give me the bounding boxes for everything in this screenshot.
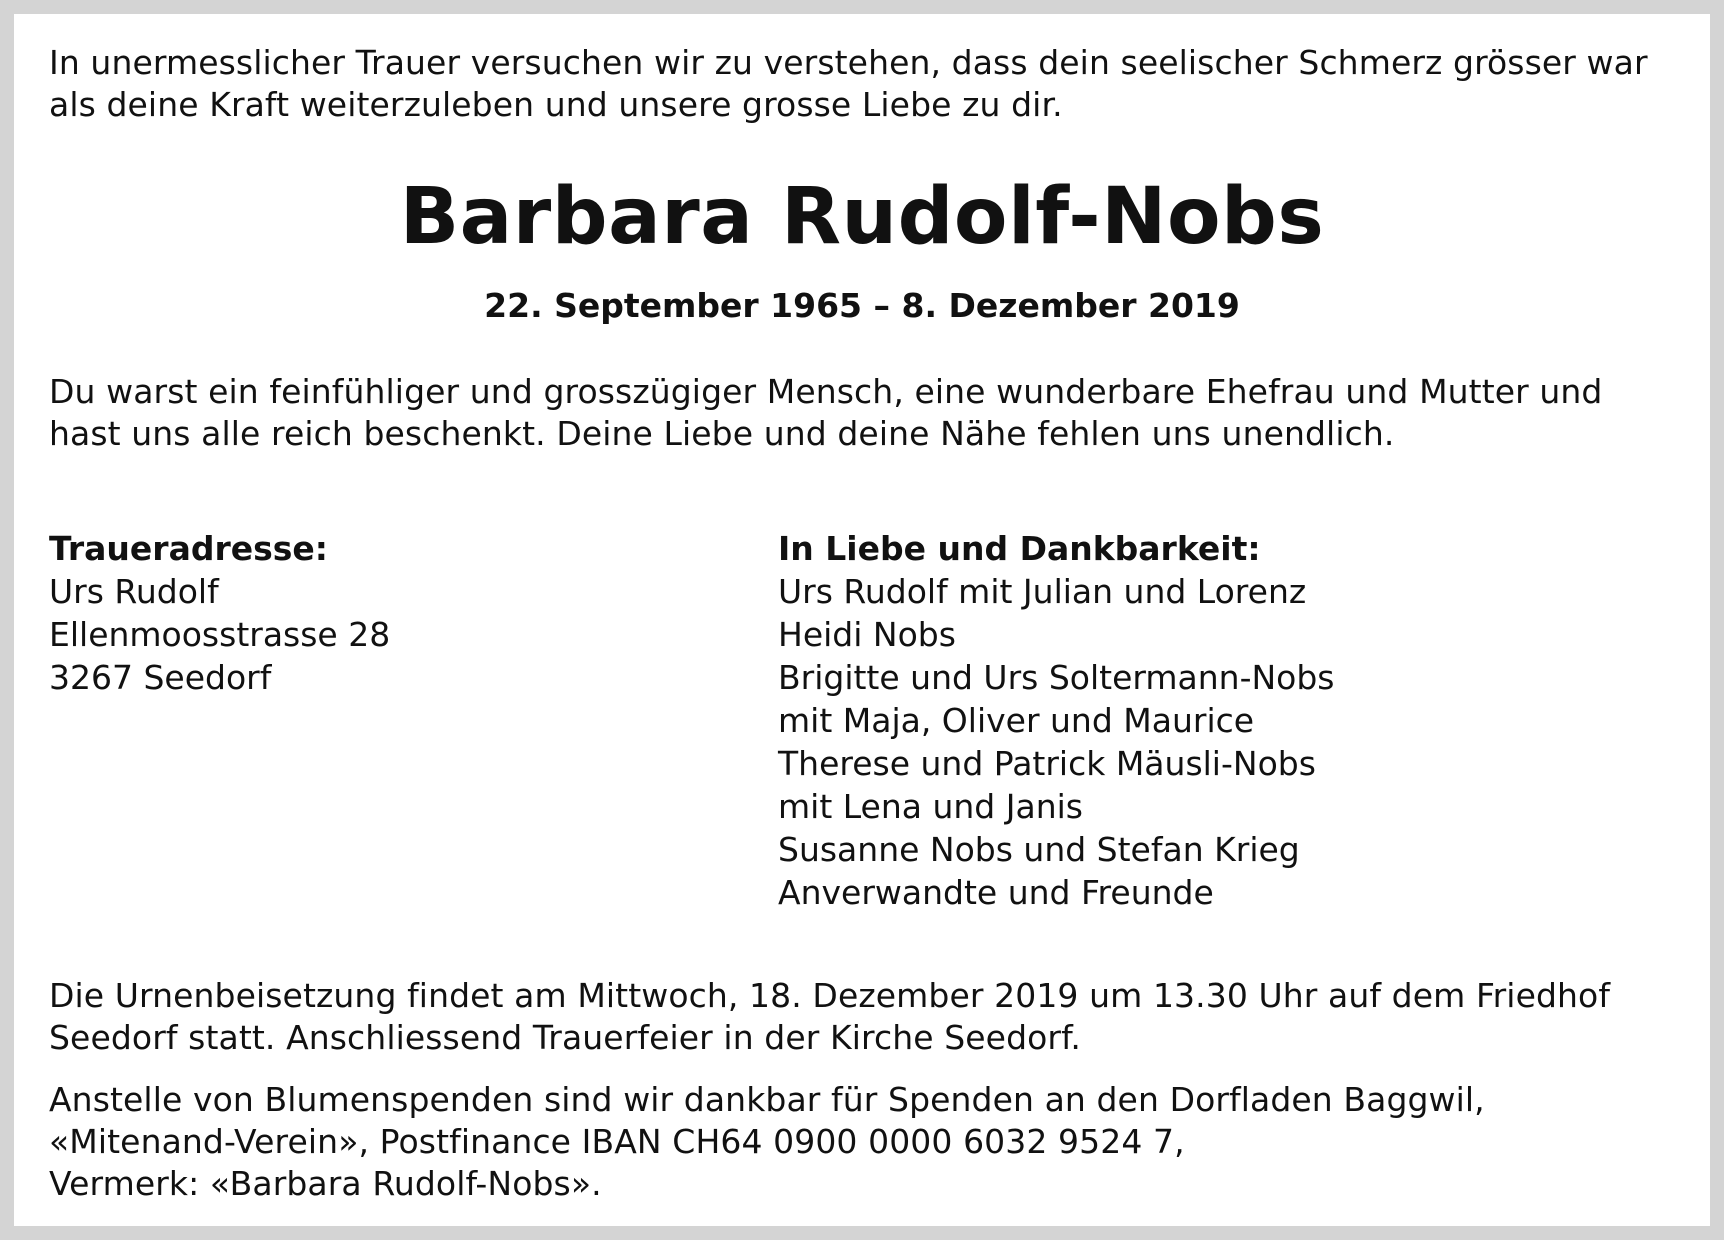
intro-line: als deine Kraft weiterzuleben und unsere grosse Liebe zu dir. xyxy=(49,85,1063,124)
donation-paragraph xyxy=(49,1079,1485,1205)
family-line: Therese und Patrick Mäusli-Nobs xyxy=(778,744,1316,783)
tribute-line: hast uns alle reich beschenkt. Deine Liebe und deine Nähe fehlen uns unendlich. xyxy=(49,414,1395,453)
donation-line: Vermerk: «Barbara Rudolf-Nobs». xyxy=(49,1164,602,1203)
deceased-name: Barbara Rudolf-Nobs xyxy=(399,172,1325,262)
address-line: Urs Rudolf xyxy=(49,572,219,611)
address-line: Ellenmoosstrasse 28 xyxy=(49,615,391,654)
donation-line: «Mitenand-Verein», Postfinance IBAN CH64 0900 0000 6032 9524 7, xyxy=(49,1122,1185,1161)
family-line: mit Lena und Janis xyxy=(778,787,1083,826)
address-heading: Traueradresse: xyxy=(49,529,328,568)
tribute-paragraph xyxy=(49,371,1602,455)
donation-line: Anstelle von Blumenspenden sind wir dankbar für Spenden an den Dorfladen Baggwil, xyxy=(49,1080,1485,1119)
family-line: Heidi Nobs xyxy=(778,615,956,654)
burial-line: Seedorf statt. Anschliessend Trauerfeier in der Kirche Seedorf. xyxy=(49,1018,1081,1057)
burial-paragraph xyxy=(49,975,1610,1059)
family-list xyxy=(778,527,1335,914)
intro-paragraph xyxy=(49,42,1648,126)
intro-line: In unermesslicher Trauer versuchen wir zu verstehen, dass dein seelischer Schmerz grösser war xyxy=(49,43,1648,82)
family-line: mit Maja, Oliver und Maurice xyxy=(778,701,1255,740)
family-line: Brigitte und Urs Soltermann-Nobs xyxy=(778,658,1335,697)
family-line: Susanne Nobs und Stefan Krieg xyxy=(778,830,1300,869)
family-line: Urs Rudolf mit Julian und Lorenz xyxy=(778,572,1307,611)
life-dates: 22. September 1965 – 8. Dezember 2019 xyxy=(484,286,1240,325)
tribute-line: Du warst ein feinfühliger und grosszügiger Mensch, eine wunderbare Ehefrau und Mutter und xyxy=(49,372,1603,411)
address-line: 3267 Seedorf xyxy=(49,658,272,697)
family-heading: In Liebe und Dankbarkeit: xyxy=(778,529,1261,568)
family-line: Anverwandte und Freunde xyxy=(778,873,1214,912)
mourning-address xyxy=(49,527,390,699)
burial-line: Die Urnenbeisetzung findet am Mittwoch, 18. Dezember 2019 um 13.30 Uhr auf dem Friedhof xyxy=(49,976,1611,1015)
